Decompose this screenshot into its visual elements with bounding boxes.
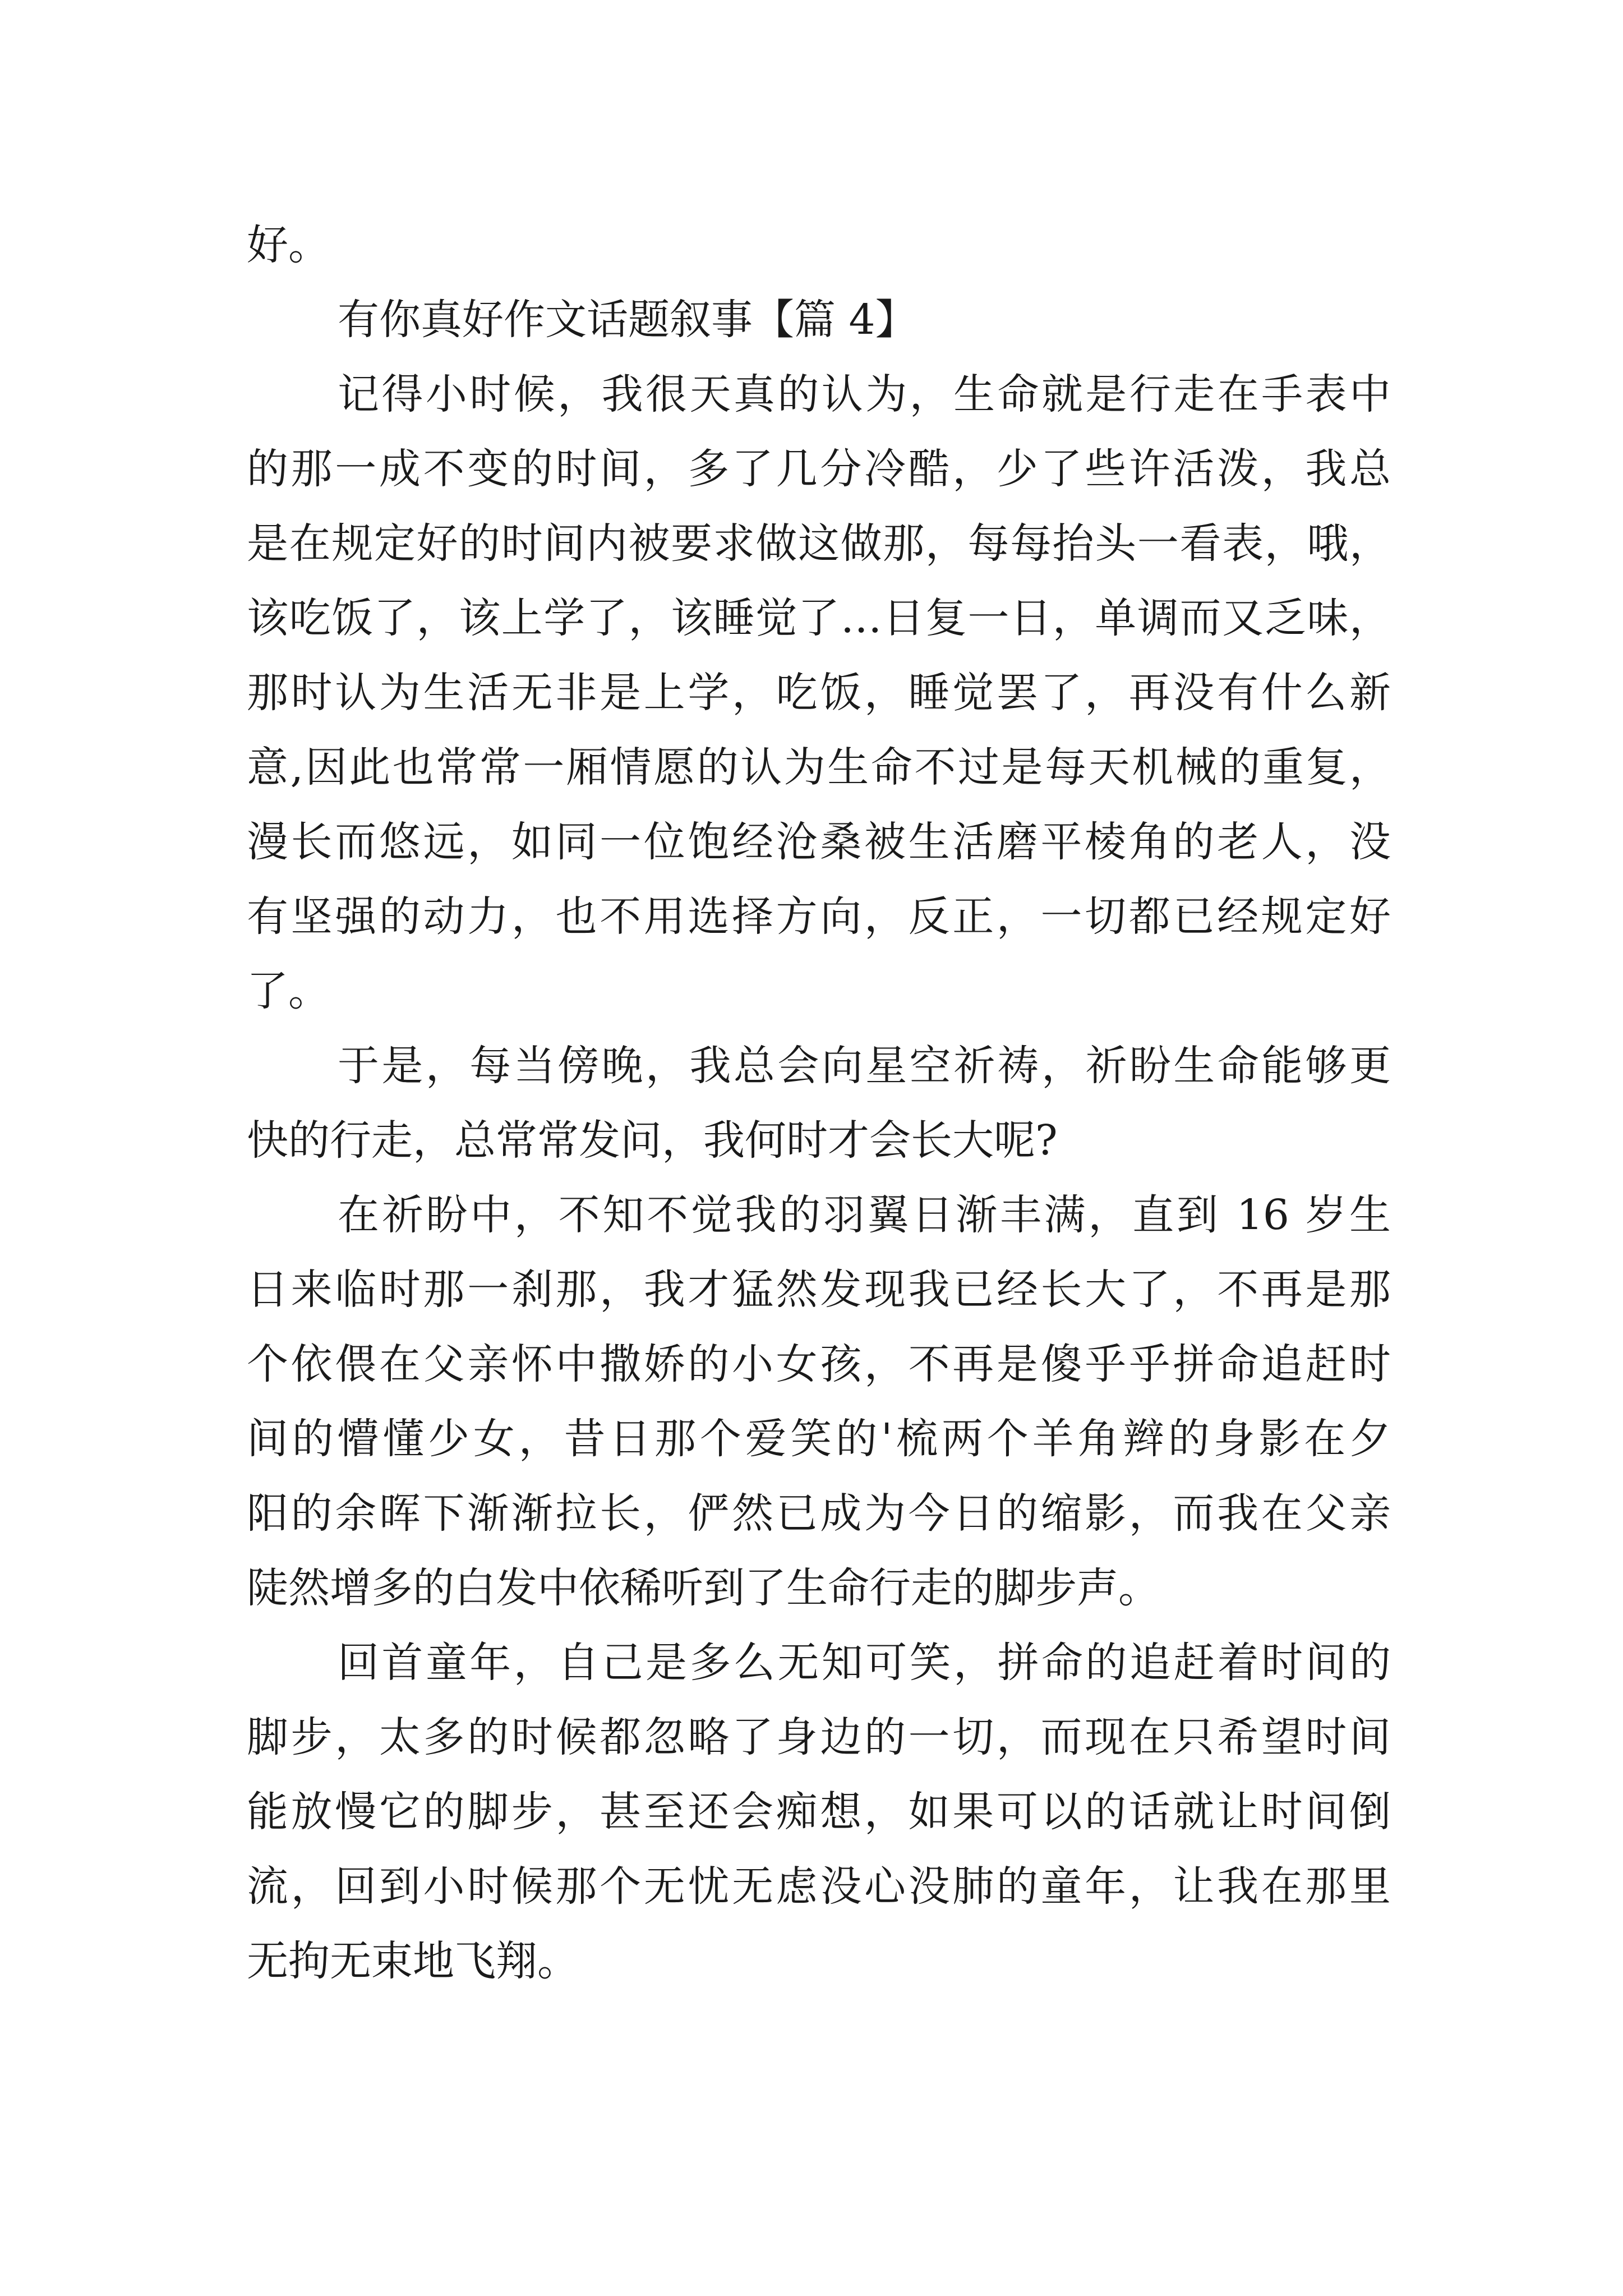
- paragraph-line: 日来临时那一刹那，我才猛然发现我已经长大了，不再是那: [247, 1266, 1391, 1314]
- paragraph-line: 是在规定好的时间内被要求做这做那，每每抬头一看表，哦，: [247, 519, 1391, 568]
- paragraph-line: 脚步，太多的时候都忽略了身边的一切，而现在只希望时间: [247, 1713, 1391, 1761]
- paragraph-line: 流，回到小时候那个无忧无虑没心没肺的童年，让我在那里: [247, 1862, 1391, 1911]
- paragraph-line: 陡然增多的白发中依稀听到了生命行走的脚步声。: [247, 1564, 1160, 1612]
- paragraph-line: 好。: [247, 221, 330, 269]
- paragraph-line: 了。: [247, 967, 330, 1015]
- section-heading: 有你真好作文话题叙事【篇 4】: [338, 296, 917, 344]
- paragraph-line: 阳的余晖下渐渐拉长，俨然已成为今日的缩影，而我在父亲: [247, 1489, 1391, 1538]
- paragraph-line: 能放慢它的脚步，甚至还会痴想，如果可以的话就让时间倒: [247, 1788, 1391, 1836]
- paragraph-line: 在祈盼中，不知不觉我的羽翼日渐丰满，直到 16 岁生: [338, 1191, 1391, 1239]
- paragraph-line: 漫长而悠远，如同一位饱经沧桑被生活磨平棱角的老人，没: [247, 818, 1391, 866]
- paragraph-line: 回首童年，自己是多么无知可笑，拼命的追赶着时间的: [338, 1639, 1391, 1687]
- paragraph-line: 那时认为生活无非是上学，吃饭，睡觉罢了，再没有什么新: [247, 669, 1391, 717]
- paragraph-line: 快的行走，总常常发问，我何时才会长大呢?: [247, 1116, 1058, 1165]
- paragraph-line: 于是，每当傍晚，我总会向星空祈祷，祈盼生命能够更: [338, 1042, 1391, 1090]
- paragraph-line: 的那一成不变的时间，多了几分冷酷，少了些许活泼，我总: [247, 445, 1391, 493]
- paragraph-line: 间的懵懂少女，昔日那个爱笑的'梳两个羊角辫的身影在夕: [247, 1415, 1391, 1463]
- paragraph-line: 有坚强的动力，也不用选择方向，反正，一切都已经规定好: [247, 892, 1391, 941]
- paragraph-line: 该吃饭了，该上学了，该睡觉了…日复一日，单调而又乏味，: [247, 594, 1391, 642]
- paragraph-line: 个依偎在父亲怀中撒娇的小女孩，不再是傻乎乎拼命追赶时: [247, 1340, 1391, 1388]
- paragraph-line: 记得小时候，我很天真的认为，生命就是行走在手表中: [338, 370, 1391, 418]
- paragraph-line: 无拘无束地飞翔。: [247, 1937, 579, 1985]
- paragraph-line: 意,因此也常常一厢情愿的认为生命不过是每天机械的重复，: [247, 743, 1391, 792]
